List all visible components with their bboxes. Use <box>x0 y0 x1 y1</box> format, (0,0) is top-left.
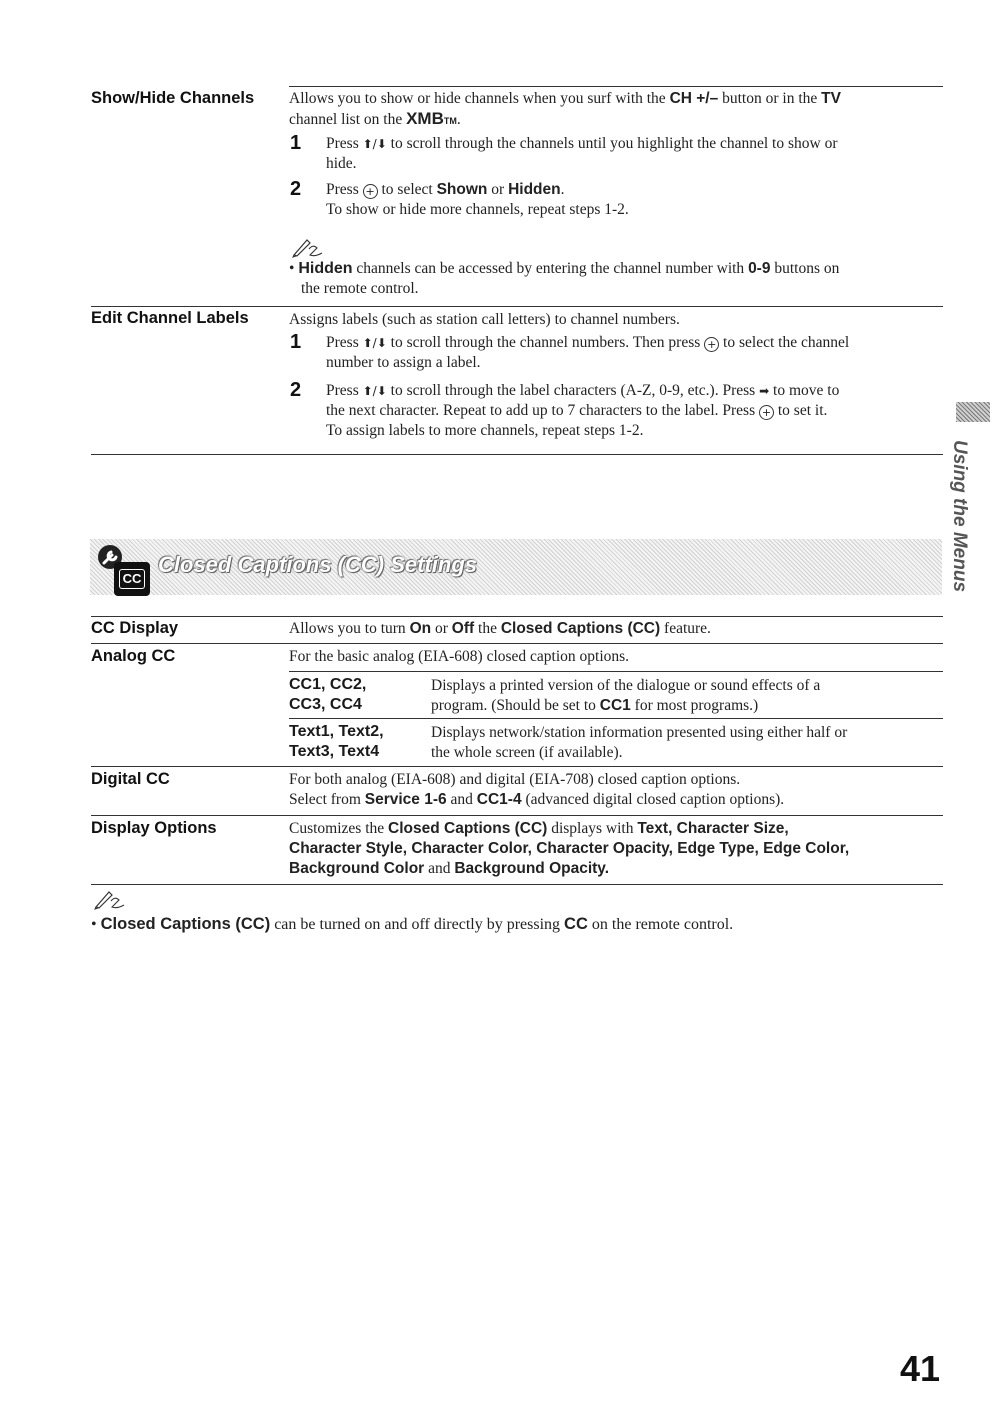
cc-icon-label: CC <box>119 569 145 589</box>
analog-cc-label: Analog CC <box>91 647 176 665</box>
divider <box>91 884 943 885</box>
page-number: 41 <box>900 1348 941 1389</box>
divider <box>91 616 943 617</box>
digital-cc-desc: For both analog (EIA-608) and digital (EIA-708) closed caption options. Select from Service 1-6 and CC1-4 (advanced digital closed caption options). <box>289 771 785 808</box>
edit-channel-labels-label: Edit Channel Labels <box>91 309 249 327</box>
up-down-arrow-icon: ⬆/⬇ <box>362 336 387 350</box>
step-number: 2 <box>290 379 302 401</box>
divider <box>91 643 943 644</box>
display-options-label: Display Options <box>91 819 217 837</box>
step-number: 1 <box>290 132 302 154</box>
right-arrow-icon: ➡ <box>759 384 770 398</box>
edit-labels-desc: Assigns labels (such as station call letters) to channel numbers. <box>289 311 680 328</box>
section-tab-marker <box>956 402 990 422</box>
cc-note: • Closed Captions (CC) can be turned on and off directly by pressing CC on the remote control. <box>91 915 734 933</box>
digital-cc-label: Digital CC <box>91 770 170 788</box>
show-hide-note: • Hidden channels can be accessed by entering the channel number with 0-9 buttons on the remote control. <box>289 260 840 297</box>
divider <box>289 718 943 719</box>
cc-settings-title: Closed Captions (CC) Settings <box>158 552 478 577</box>
cc-display-label: CC Display <box>91 619 179 637</box>
analog-row2-key: Text1, Text2, Text3, Text4 <box>289 723 384 760</box>
show-hide-step1: Press ⬆/⬇ to scroll through the channels until you highlight the channel to show or hide. <box>326 135 838 172</box>
side-section-title: Using the Menus <box>949 440 970 593</box>
enter-button-icon: + <box>363 184 378 199</box>
show-hide-step2: Press + to select Shown or Hidden. To show or hide more channels, repeat steps 1-2. <box>326 181 629 218</box>
note-pencil-icon <box>291 236 325 258</box>
step-number: 1 <box>290 331 302 353</box>
cc-display-desc: Allows you to turn On or Off the Closed Captions (CC) feature. <box>289 620 711 637</box>
step-number: 2 <box>290 178 302 200</box>
divider <box>91 454 943 455</box>
divider <box>91 815 943 816</box>
cc-icon <box>114 562 150 596</box>
up-down-arrow-icon: ⬆/⬇ <box>362 384 387 398</box>
analog-row1-key: CC1, CC2, CC3, CC4 <box>289 676 367 713</box>
note-pencil-icon <box>93 888 127 910</box>
up-down-arrow-icon: ⬆/⬇ <box>362 137 387 151</box>
divider <box>289 671 943 672</box>
top-rule <box>289 86 943 87</box>
enter-button-icon: + <box>704 337 719 352</box>
analog-cc-desc: For the basic analog (EIA-608) closed caption options. <box>289 648 630 665</box>
show-hide-channels-label: Show/Hide Channels <box>91 89 255 107</box>
analog-row1-value: Displays a printed version of the dialogue or sound effects of a program. (Should be set to CC1 for most programs.) <box>431 677 821 714</box>
edit-labels-step1: Press ⬆/⬇ to scroll through the channel numbers. Then press + to select the channel number to assign a label. <box>326 334 850 371</box>
analog-row2-value: Displays network/station information presented using either half or the whole screen (if available). <box>431 724 848 761</box>
divider <box>91 766 943 767</box>
enter-button-icon: + <box>759 405 774 420</box>
divider <box>91 306 943 307</box>
edit-labels-step2: Press ⬆/⬇ to scroll through the label characters (A-Z, 0-9, etc.). Press ➡ to move to the next character. Repeat to add up to 7 characters to the label. Press + to set it. To assign labels to more channels, repeat steps 1-2. <box>326 382 840 439</box>
show-hide-desc: Allows you to show or hide channels when you surf with the CH +/– button or in the TV channel list on the XMBTM. <box>289 90 841 128</box>
display-options-desc: Customizes the Closed Captions (CC) displays with Text, Character Size, Character Style, Character Color, Character Opacity, Edge Type, Edge Color, Background Color and Background Opacity. <box>289 820 850 877</box>
